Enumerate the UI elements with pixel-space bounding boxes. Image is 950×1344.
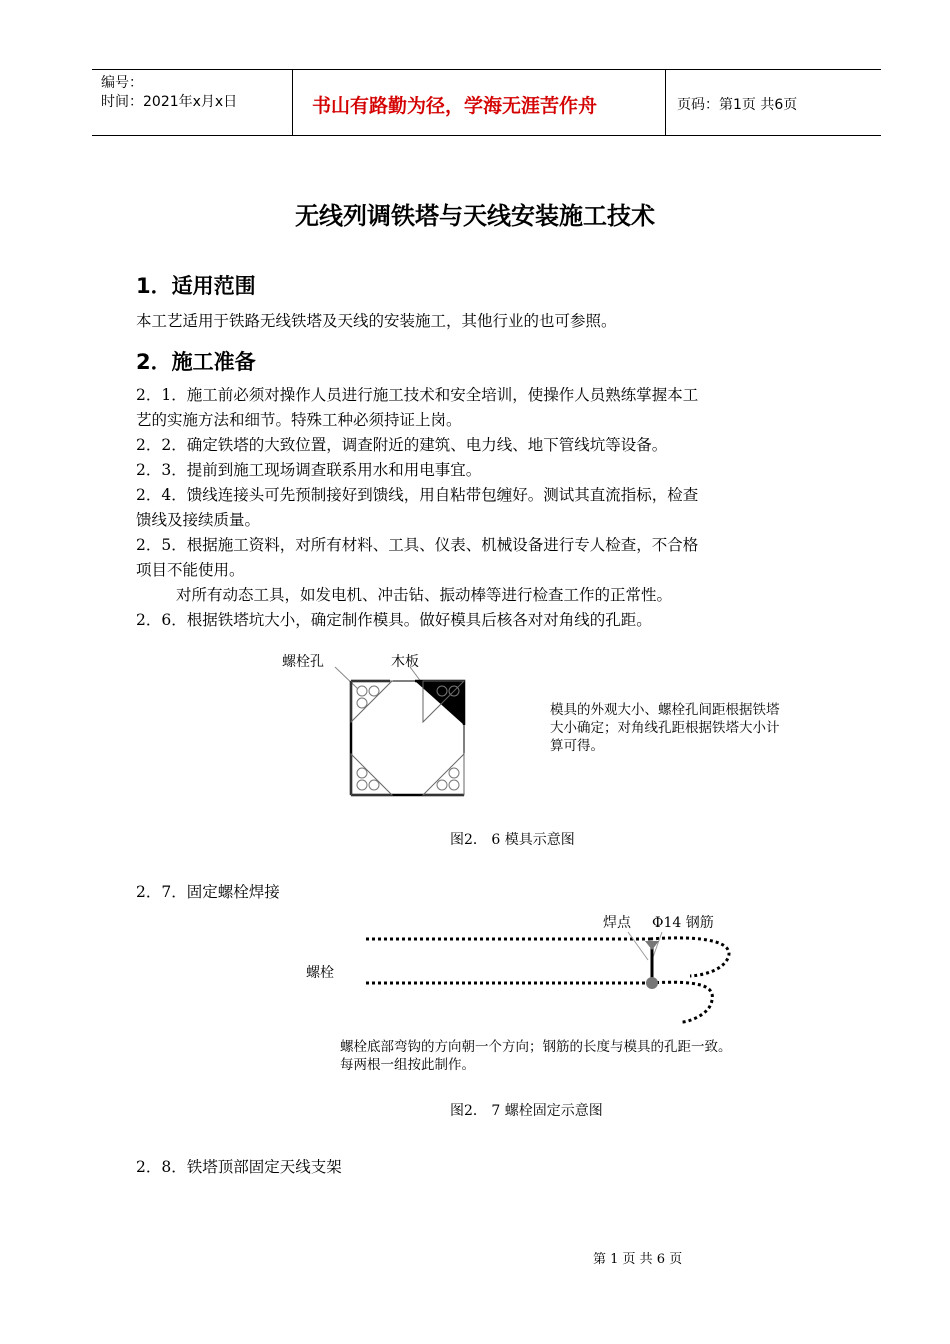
figure-2-7-note-line: 每两根一组按此制作。	[340, 1057, 475, 1073]
section-2-7-line: 2．7．固定螺栓焊接	[136, 883, 280, 901]
section-2-item-line: 馈线及接续质量。	[136, 511, 261, 529]
bolt-welding-diagram	[360, 930, 740, 1025]
figure-2-6-note-line: 大小确定；对角线孔距根据铁塔大小计	[550, 720, 780, 736]
section-2-item-line: 2．6．根据铁塔坑大小，确定制作模具。做好模具后核各对对角线的孔距。	[136, 611, 652, 629]
header-top-rule	[92, 69, 881, 70]
section-2-8-line: 2．8．铁塔顶部固定天线支架	[136, 1158, 342, 1176]
document-title: 无线列调铁塔与天线安装施工技术	[295, 201, 655, 230]
label-rebar: Φ14 钢筋	[652, 915, 714, 931]
header-divider-right	[665, 69, 666, 135]
figure-2-6-note-line: 算可得。	[550, 738, 604, 754]
section-2-item-line: 2．1．施工前必须对操作人员进行施工技术和安全培训，使操作人员熟练掌握本工	[136, 386, 699, 404]
figure-2-7-caption: 图2． 7 螺栓固定示意图	[450, 1103, 603, 1119]
section-2-item-line: 2．2．确定铁塔的大致位置，调查附近的建筑、电力线、地下管线坑等设备。	[136, 436, 668, 454]
label-bolt: 螺栓	[306, 965, 334, 981]
header-motto: 书山有路勤为径，学海无涯苦作舟	[312, 95, 598, 117]
header-bottom-rule	[92, 135, 881, 136]
label-board: 木板	[391, 654, 419, 670]
figure-2-7-note-line: 螺栓底部弯钩的方向朝一个方向；钢筋的长度与模具的孔距一致。	[340, 1039, 732, 1055]
header-time-label: 时间：2021年x月x日	[101, 94, 238, 110]
section-2-item-line: 艺的实施方法和细节。特殊工种必须持证上岗。	[136, 411, 462, 429]
section-2-heading: 2．施工准备	[136, 350, 256, 374]
section-2-item-line: 2．3．提前到施工现场调查联系用水和用电事宜。	[136, 461, 482, 479]
section-2-item-line: 2．5．根据施工资料，对所有材料、工具、仪表、机械设备进行专人检查，不合格	[136, 536, 699, 554]
mold-diagram	[330, 665, 490, 805]
section-2-item-line: 2．4．馈线连接头可先预制接好到馈线，用自粘带包缠好。测试其直流指标，检查	[136, 486, 699, 504]
header-number-label: 编号：	[101, 75, 143, 91]
section-1-body: 本工艺适用于铁路无线铁塔及天线的安装施工，其他行业的也可参照。	[136, 312, 617, 330]
section-2-item-line: 项目不能使用。	[136, 561, 245, 579]
label-weld-point: 焊点	[603, 915, 631, 931]
page-footer: 第 1 页 共 6 页	[593, 1252, 683, 1267]
figure-2-6-caption: 图2． 6 模具示意图	[450, 832, 575, 848]
section-2-item-line: 对所有动态工具，如发电机、冲击钻、振动棒等进行检查工作的正常性。	[176, 586, 673, 604]
section-1-heading: 1．适用范围	[136, 274, 256, 298]
label-bolt-hole: 螺栓孔	[282, 654, 324, 670]
figure-2-6-note-line: 模具的外观大小、螺栓孔间距根据铁塔	[550, 702, 780, 718]
header-divider-left	[292, 69, 293, 135]
header-page-info: 页码：第1页 共6页	[677, 97, 798, 113]
